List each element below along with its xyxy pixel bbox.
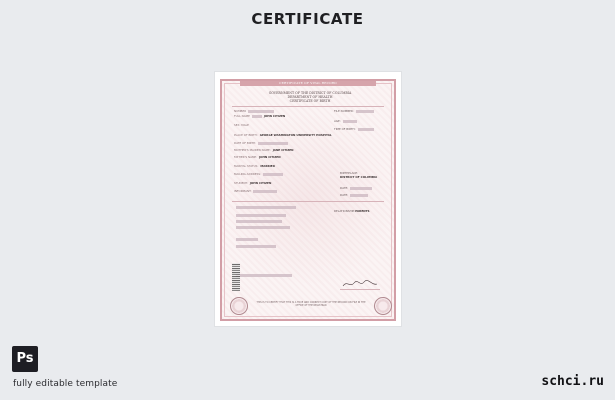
field-label: NUMBER xyxy=(234,109,247,113)
redacted-value xyxy=(343,120,357,123)
certificate-field xyxy=(234,164,275,168)
field-label: INFORMANT: xyxy=(234,189,252,193)
field-label: FATHER'S NAME: xyxy=(234,155,258,159)
redacted-value xyxy=(236,238,258,241)
certificate-lower-row xyxy=(234,225,290,229)
certificate-right-field xyxy=(340,186,372,190)
certificate-right-field xyxy=(334,109,374,113)
photoshop-icon: Ps xyxy=(12,346,38,372)
certificate-top-band: CERTIFICATE OF VITAL RECORD xyxy=(240,80,376,86)
certificate-field xyxy=(234,181,271,185)
certificate-header-line: GOVERNMENT OF THE DISTRICT OF COLUMBIA xyxy=(268,91,352,95)
field-value: MARRIED xyxy=(260,164,275,168)
page-title: CERTIFICATE xyxy=(251,10,364,28)
certificate-divider xyxy=(232,106,384,107)
redacted-value xyxy=(350,187,372,190)
field-label: PLACE OF BIRTH: xyxy=(234,133,258,137)
field-label: TIME OF BIRTH: xyxy=(334,127,356,131)
field-value: JOHN CITIZEN xyxy=(259,155,281,159)
certificate-divider xyxy=(232,201,384,202)
redacted-value xyxy=(236,274,292,277)
certificate-document xyxy=(220,79,396,321)
certificate-lower-row xyxy=(234,237,258,241)
redacted-value xyxy=(248,110,274,113)
certificate-lower-row xyxy=(234,273,292,277)
seal-right-icon xyxy=(374,297,392,315)
field-label: RELATIONSHIP: xyxy=(334,209,356,213)
certificate-field xyxy=(234,141,288,145)
field-label: SEX: MALE xyxy=(234,123,249,127)
field-label: DATE OF BIRTH: xyxy=(234,141,257,145)
certificate-right-field xyxy=(334,119,357,123)
certificate-field xyxy=(234,109,274,113)
field-label: BIRTHPLACE: xyxy=(340,171,359,175)
field-label: STUDENT: xyxy=(234,181,248,185)
registrar-signature xyxy=(342,279,378,289)
redacted-value xyxy=(356,110,374,113)
seal-left-icon xyxy=(230,297,248,315)
certificate-lower-row xyxy=(234,244,276,248)
signature-line xyxy=(340,289,380,290)
certificate-right-field xyxy=(340,171,377,179)
field-value: JOHN CITIZEN xyxy=(263,114,286,118)
field-label: AGE: xyxy=(334,119,341,123)
field-label: MOTHER'S MAIDEN NAME: xyxy=(234,148,271,152)
certificate-header-line: DEPARTMENT OF HEALTH xyxy=(287,95,333,99)
field-value: PARENTS xyxy=(355,209,370,213)
certificate-field xyxy=(234,148,294,152)
field-value: JANE CITIZEN xyxy=(272,148,294,152)
field-label: DATE: xyxy=(340,186,349,190)
certificate-lower-row xyxy=(234,205,296,209)
certificate-header-line: CERTIFICATE OF BIRTH xyxy=(289,99,331,103)
redacted-value xyxy=(236,214,286,217)
certificate-preview xyxy=(215,72,401,326)
certificate-field xyxy=(234,155,281,159)
redacted-value xyxy=(236,245,276,248)
certificate-header xyxy=(252,91,368,103)
site-watermark: schci.ru xyxy=(541,374,604,389)
field-label: DATE: xyxy=(340,193,349,197)
certificate-lower-row xyxy=(234,219,282,223)
field-label: FULL NAME xyxy=(234,114,250,118)
certificate-right-field xyxy=(340,193,368,197)
certificate-right-field xyxy=(334,127,374,131)
field-label: MAILING ADDRESS: xyxy=(234,172,262,176)
barcode xyxy=(232,263,240,291)
redacted-value xyxy=(236,226,290,229)
field-label: FILE NUMBER: xyxy=(334,109,354,113)
certificate-field xyxy=(234,172,283,176)
redacted-value xyxy=(236,206,296,209)
field-label: MARITAL STATUS: xyxy=(234,164,259,168)
certificate-right-field xyxy=(334,209,370,213)
redacted-value xyxy=(252,115,262,118)
redacted-value xyxy=(350,194,368,197)
certificate-field xyxy=(234,189,277,193)
certificate-field xyxy=(234,123,249,127)
field-value: GEORGE WASHINGTON UNIVERSITY HOSPITAL xyxy=(259,133,332,137)
field-value: JOHN CITIZEN xyxy=(249,181,272,185)
certificate-footer: THIS IS TO CERTIFY THAT THIS IS A TRUE AND CORRECT COPY OF THE RECORD ON FILE IN THE OFFICE OF THE REGISTRAR xyxy=(256,301,366,307)
template-caption: fully editable template xyxy=(13,379,118,389)
certificate-lower-row xyxy=(234,213,286,217)
redacted-value xyxy=(258,142,288,145)
redacted-value xyxy=(358,128,374,131)
certificate-field xyxy=(234,133,332,137)
redacted-value xyxy=(236,220,282,223)
redacted-value xyxy=(263,173,283,176)
certificate-field xyxy=(234,114,285,118)
field-value: DISTRICT OF COLUMBIA xyxy=(340,175,378,179)
redacted-value xyxy=(253,190,277,193)
